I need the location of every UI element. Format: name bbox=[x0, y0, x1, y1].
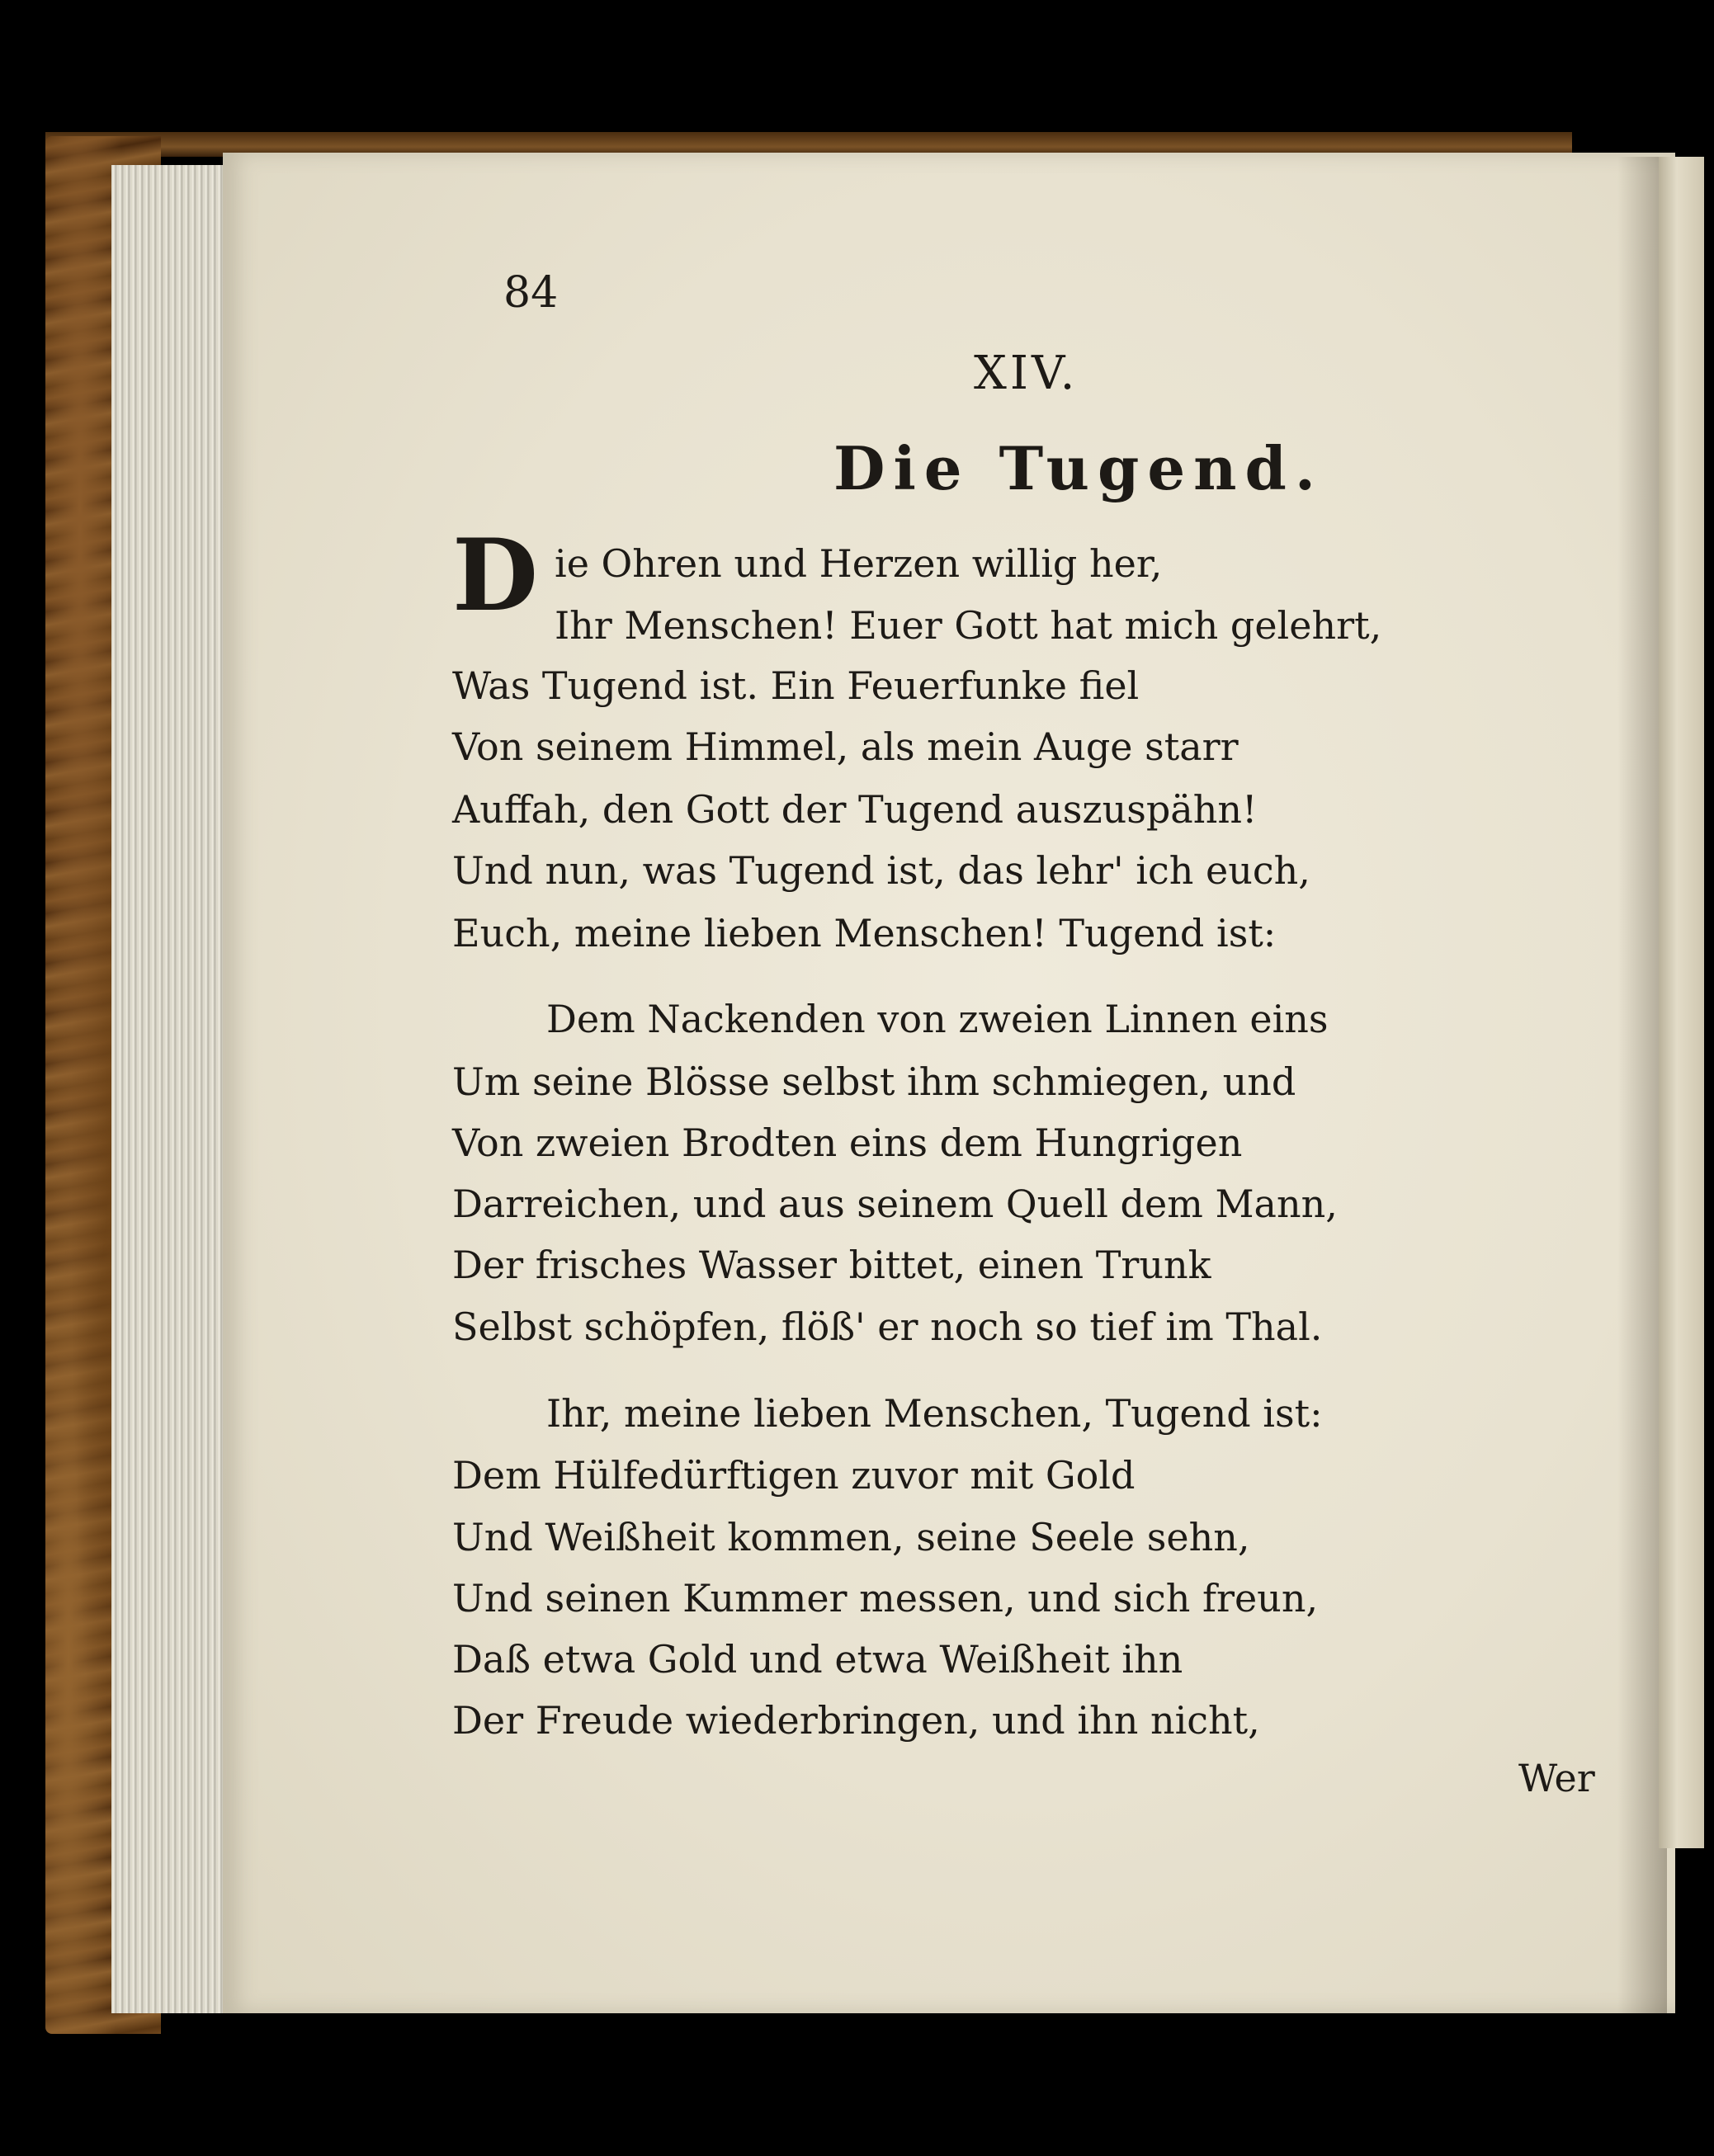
facing-page bbox=[1659, 157, 1704, 1848]
chapter-number: XIV. bbox=[974, 347, 1079, 400]
poem-line: ie Ohren und Herzen willig her, bbox=[555, 541, 1163, 586]
poem-line: Ihr, meine lieben Menschen, Tugend ist: bbox=[546, 1391, 1323, 1436]
drop-cap: D bbox=[452, 517, 539, 634]
poem-line: Dem Nackenden von zweien Linnen eins bbox=[546, 997, 1329, 1041]
poem-line: Und Weißheit kommen, seine Seele sehn, bbox=[452, 1515, 1250, 1559]
poem-line: Von seinem Himmel, als mein Auge starr bbox=[452, 724, 1239, 769]
poem-line: Dem Hülfedürftigen zuvor mit Gold bbox=[452, 1453, 1136, 1498]
poem-line: Und nun, was Tugend ist, das lehr' ich euch, bbox=[452, 848, 1310, 893]
poem-line: Von zweien Brodten eins dem Hungrigen bbox=[452, 1120, 1243, 1165]
poem-line: Darreichen, und aus seinem Quell dem Mann, bbox=[452, 1182, 1338, 1226]
poem-line: Daß etwa Gold und etwa Weißheit ihn bbox=[452, 1637, 1183, 1682]
poem-line: Was Tugend ist. Ein Feuerfunke fiel bbox=[452, 663, 1140, 708]
poem-line: Selbst schöpfen, flöß' er noch so tief im Thal. bbox=[452, 1304, 1323, 1349]
poem-title: Die Tugend. bbox=[833, 433, 1324, 503]
page-edges bbox=[111, 165, 235, 2013]
poem-line: Euch, meine lieben Menschen! Tugend ist: bbox=[452, 911, 1277, 955]
poem-line: Ihr Menschen! Euer Gott hat mich gelehrt, bbox=[555, 603, 1382, 648]
poem-line: Um seine Blösse selbst ihm schmiegen, und bbox=[452, 1059, 1296, 1104]
poem-line: Der Freude wiederbringen, und ihn nicht, bbox=[452, 1698, 1260, 1743]
poem-line: Und seinen Kummer messen, und sich freun, bbox=[452, 1576, 1319, 1621]
page-number: 84 bbox=[503, 268, 559, 318]
poem-line: Auffah, den Gott der Tugend auszuspähn! bbox=[452, 787, 1258, 832]
poem-line: Der frisches Wasser bittet, einen Trunk bbox=[452, 1243, 1211, 1287]
catchword: Wer bbox=[1518, 1756, 1595, 1800]
